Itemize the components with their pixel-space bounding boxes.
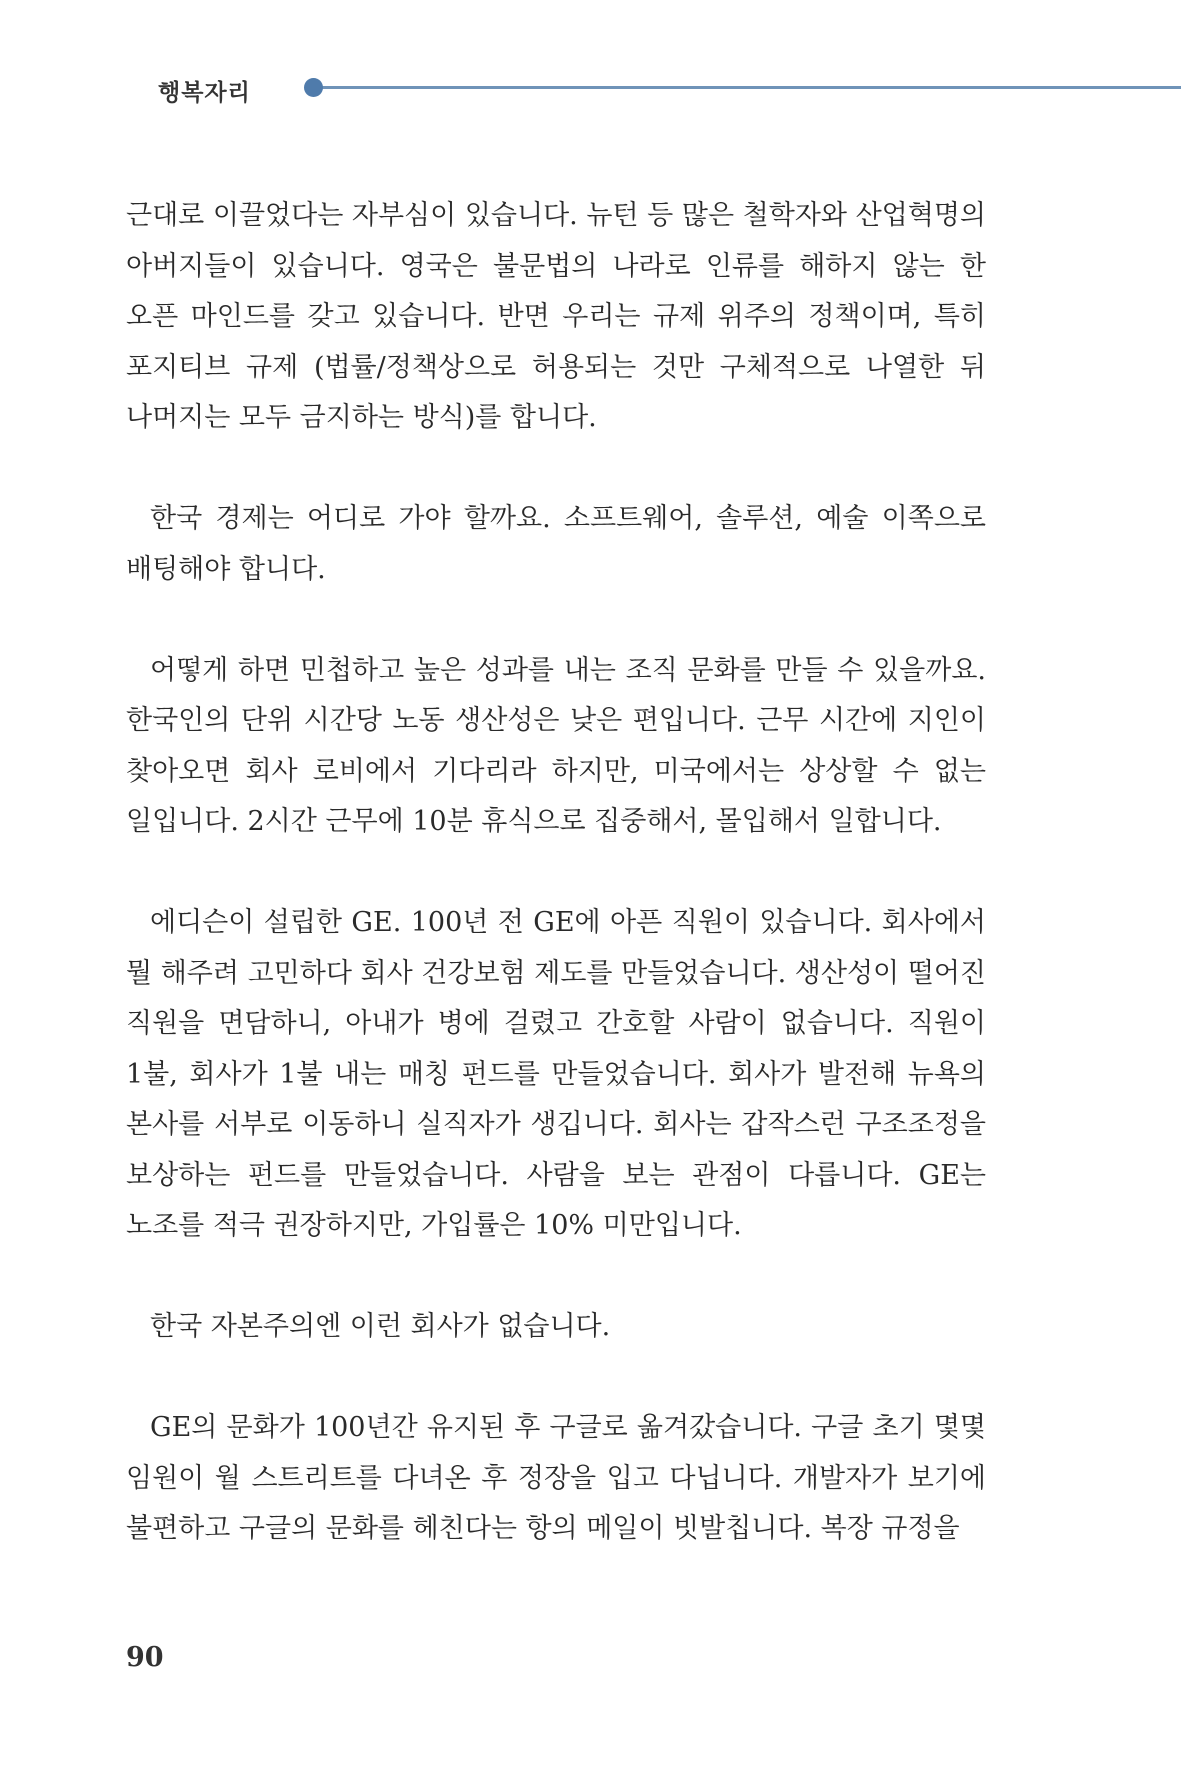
paragraph: 에디슨이 설립한 GE. 100년 전 GE에 아픈 직원이 있습니다. 회사에서 뭘 해주려 고민하다 회사 건강보험 제도를 만들었습니다. 생산성이 떨어진 직원을 면담하니, 아내가 병에 걸렸고 간호할 사람이 없습니다. 직원이 1불, 회사가 1불 내는 매칭 펀드를 만들었습니다. 회사가 발전해 뉴욕의 본사를 서부로 이동하니 실직자가 생깁니다. 회사는 갑작스런 구조조정을 보상하는 펀드를 만들었습니다. 사람을 보는 관점이 다릅니다. GE는 노조를 적극 권장하지만, 가입률은 10% 미만입니다. — [126, 907, 986, 1241]
paragraph: GE의 문화가 100년간 유지된 후 구글로 옮겨갔습니다. 구글 초기 몇몇 임원이 월 스트리트를 다녀온 후 정장을 입고 다닙니다. 개발자가 보기에 불편하고 구글의 문화를 헤친다는 항의 메일이 빗발칩니다. 복장 규정을 — [126, 1412, 986, 1544]
paragraph: 근대로 이끌었다는 자부심이 있습니다. 뉴턴 등 많은 철학자와 산업혁명의 아버지들이 있습니다. 영국은 불문법의 나라로 인류를 해하지 않는 한 오픈 마인드를 갖고 있습니다. 반면 우리는 규제 위주의 정책이며, 특히 포지티브 규제 (법률/정책상으로 허용되는 것만 구체적으로 나열한 뒤 나머지는 모두 금지하는 방식)를 합니다. — [126, 200, 986, 433]
chapter-title: 행복자리 — [158, 80, 251, 106]
header-dot — [304, 78, 323, 97]
body-text — [126, 191, 986, 1555]
running-header — [158, 68, 1181, 108]
page-number: 90 — [126, 1642, 164, 1673]
header-rule — [318, 86, 1181, 89]
paragraph: 어떻게 하면 민첩하고 높은 성과를 내는 조직 문화를 만들 수 있을까요. 한국인의 단위 시간당 노동 생산성은 낮은 편입니다. 근무 시간에 지인이 찾아오면 회사 로비에서 기다리라 하지만, 미국에서는 상상할 수 없는 일입니다. 2시간 근무에 10분 휴식으로 집중해서, 몰입해서 일합니다. — [126, 654, 986, 837]
paragraph: 한국 경제는 어디로 가야 할까요. 소프트웨어, 솔루션, 예술 이쪽으로 배팅해야 합니다. — [126, 503, 986, 585]
paragraph: 한국 자본주의엔 이런 회사가 없습니다. — [150, 1311, 611, 1342]
